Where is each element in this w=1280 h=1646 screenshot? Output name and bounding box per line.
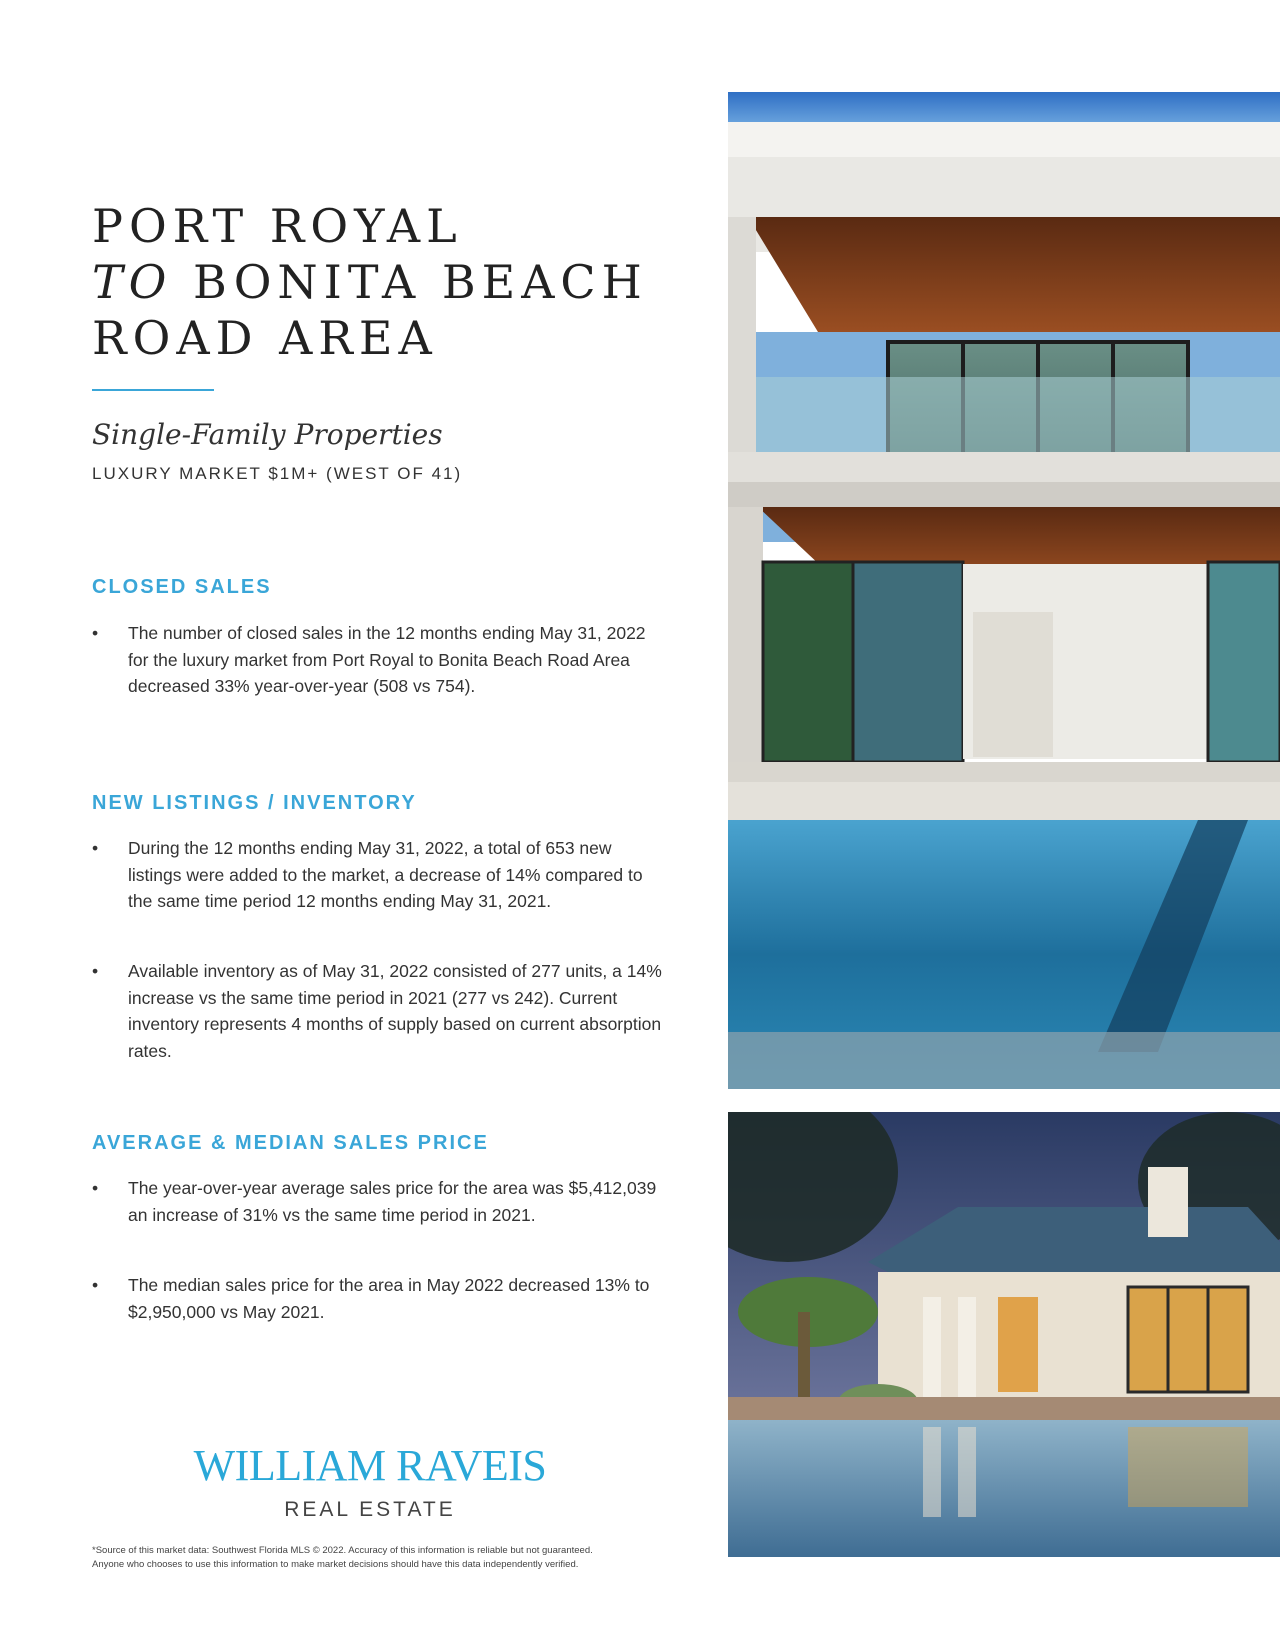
page-subtitle: Single-Family Properties	[92, 418, 443, 451]
title-divider	[92, 389, 214, 391]
bullet-text: The year-over-year average sales price for the area was $5,412,039 an increase of 31% vs the same time period in 2021.	[128, 1178, 657, 1225]
company-logo	[160, 1442, 580, 1522]
logo-subtitle: REAL ESTATE	[284, 1498, 456, 1521]
bullet-item	[92, 1272, 662, 1325]
bullet-text: Available inventory as of May 31, 2022 consisted of 277 units, a 14% increase vs the same time period in 2021 (277 vs 242). Current inventory represents 4 months of supply based on current absorption rates.	[128, 961, 662, 1061]
footnote-line-1: *Source of this market data: Southwest Florida MLS © 2022. Accuracy of this information is reliable but not guaranteed.	[92, 1545, 593, 1556]
bullet-dot: •	[92, 961, 99, 981]
bullet-text: The number of closed sales in the 12 months ending May 31, 2022 for the luxury market from Port Royal to Bonita Beach Road Area decreased 33% year-over-year (508 vs 754).	[128, 623, 646, 696]
section-heading-new-listings: NEW LISTINGS / INVENTORY	[92, 792, 417, 814]
bullet-item	[92, 620, 662, 700]
section-heading-closed-sales: CLOSED SALES	[92, 576, 272, 598]
market-label: LUXURY MARKET $1M+ (WEST OF 41)	[92, 464, 463, 483]
footnote	[92, 1544, 652, 1572]
house-dusk-photo	[728, 1112, 1280, 1557]
footnote-line-2: Anyone who chooses to use this information to make market decisions should have this data independently verified.	[92, 1559, 579, 1570]
bullet-item	[92, 1175, 662, 1228]
title-line-2: BONITA BEACH	[193, 255, 648, 309]
page-title	[92, 198, 652, 366]
bullet-text: During the 12 months ending May 31, 2022, a total of 653 new listings were added to the market, a decrease of 14% compared to the same time period 12 months ending May 31, 2021.	[128, 838, 643, 911]
bullet-dot: •	[92, 838, 99, 858]
bullet-dot: •	[92, 1275, 99, 1295]
title-line-1: PORT ROYAL	[92, 199, 463, 253]
bullet-dot: •	[92, 623, 99, 643]
house-pool-photo	[728, 92, 1280, 1089]
title-line-3: ROAD AREA	[92, 311, 438, 365]
logo-name: WILLIAM RAVEIS	[193, 1441, 547, 1490]
bullet-item	[92, 835, 662, 915]
bullet-item	[92, 958, 662, 1064]
bullet-dot: •	[92, 1178, 99, 1198]
bullet-text: The median sales price for the area in May 2022 decreased 13% to $2,950,000 vs May 2021.	[128, 1275, 650, 1322]
title-line-2-italic: TO	[92, 255, 173, 309]
section-heading-sales-price: AVERAGE & MEDIAN SALES PRICE	[92, 1132, 489, 1154]
